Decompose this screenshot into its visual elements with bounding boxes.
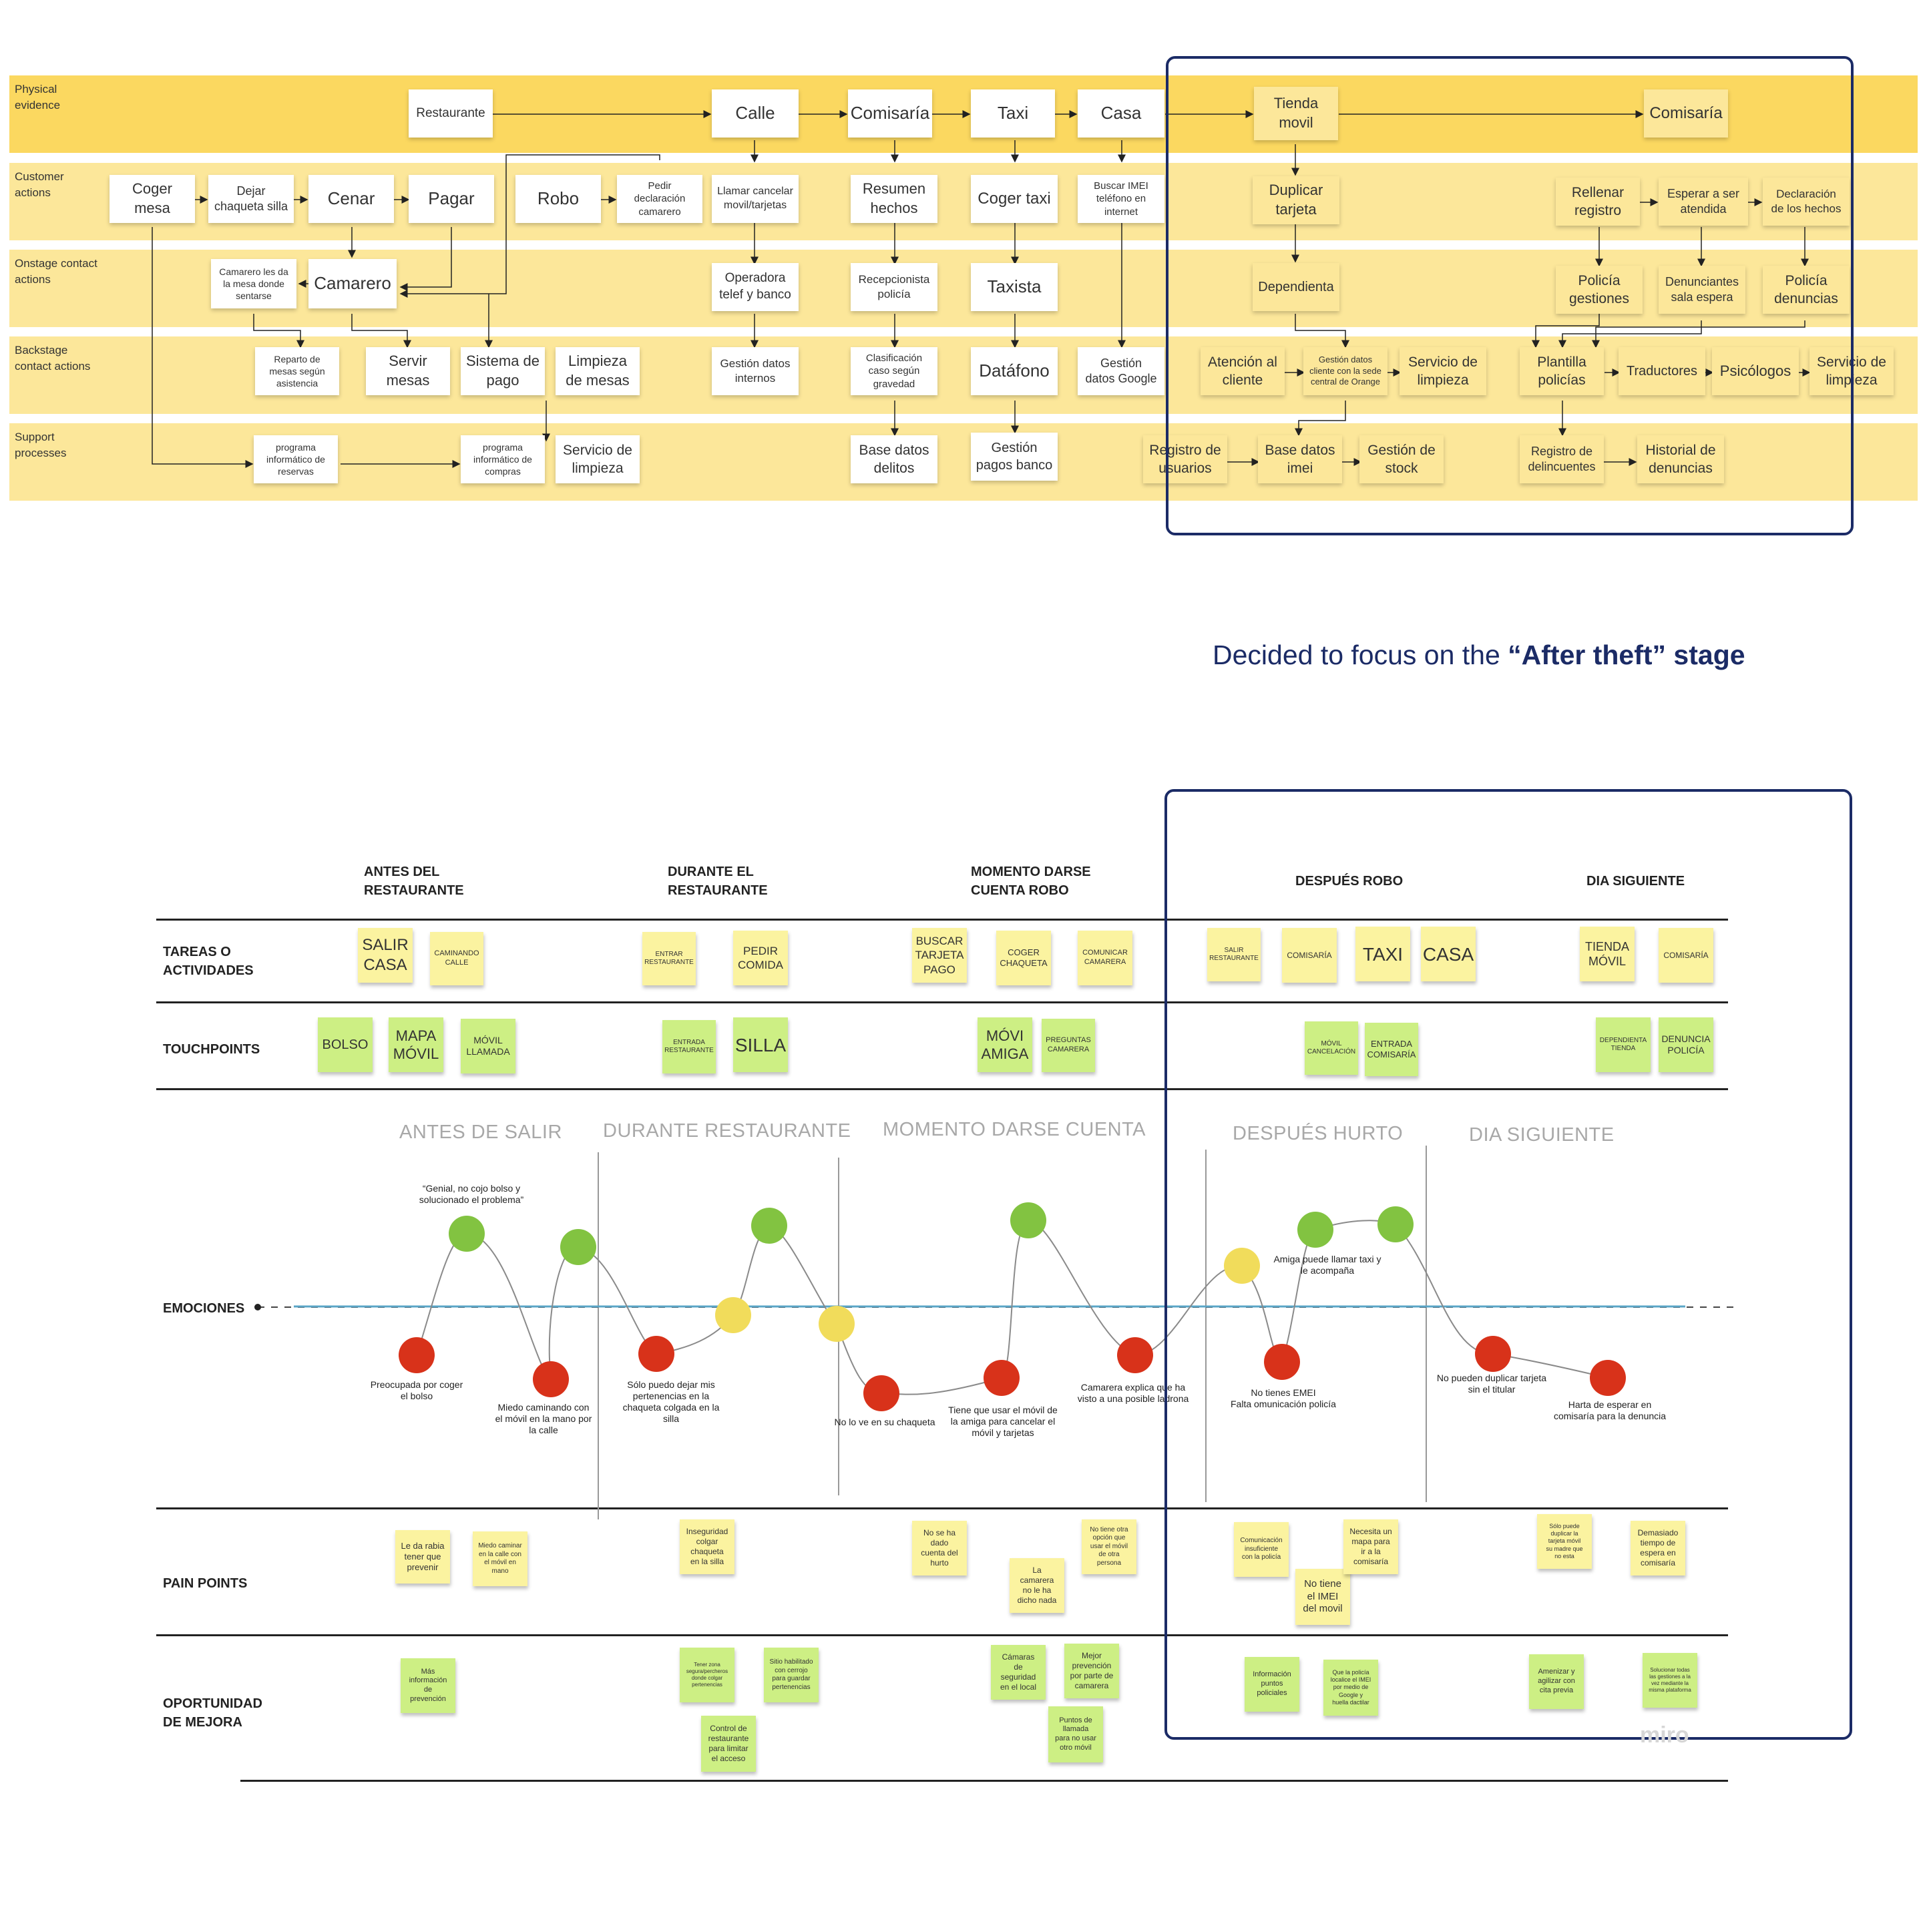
row-tareas: TAREAS O ACTIVIDADES bbox=[163, 945, 254, 978]
row-pain-points: PAIN POINTS bbox=[163, 1576, 248, 1591]
card-customer-resumen-hechos: Resumen hechos bbox=[851, 175, 937, 223]
opportunity-note: Cámaras de seguridad en el local bbox=[991, 1645, 1046, 1700]
pain-point-note: Inseguridad colgar chaqueta en la silla bbox=[680, 1519, 734, 1574]
lane-label: Onstage contact actions bbox=[15, 257, 97, 286]
touchpoint-note: PREGUNTAS CAMARERA bbox=[1042, 1019, 1095, 1072]
card-physical-comisaria-2: Comisaría bbox=[1644, 89, 1728, 138]
card-onstage-recepcionista: Recepcionista policía bbox=[851, 263, 937, 311]
card-backstage-reparto-mesas: Reparto de mesas según asistencia bbox=[255, 347, 339, 395]
card-backstage-limpieza-mesas: Limpieza de mesas bbox=[556, 347, 640, 395]
card-backstage-servicio-limpieza: Servicio de limpieza bbox=[1400, 347, 1486, 395]
emotion-dot-neutral bbox=[819, 1306, 855, 1342]
emotion-dot-negative bbox=[399, 1337, 435, 1373]
card-physical-comisaria: Comisaría bbox=[848, 89, 932, 138]
task-note: TIENDA MÓVIL bbox=[1580, 927, 1635, 981]
card-support-base-datos-delitos: Base datos delitos bbox=[851, 435, 937, 483]
opportunity-note: Mejor prevención por parte de camarera bbox=[1064, 1644, 1119, 1698]
emotion-dot-negative bbox=[863, 1375, 899, 1411]
emotion-label: No tienes EMEI Falta omunicación policía bbox=[1231, 1387, 1336, 1409]
column-despues-robo: DESPUÉS ROBO bbox=[1295, 874, 1404, 889]
stage-despues-hurto: DESPUÉS HURTO bbox=[1233, 1123, 1404, 1144]
card-backstage-servir-mesas: Servir mesas bbox=[366, 347, 450, 395]
emotion-dot-negative bbox=[638, 1336, 674, 1372]
opportunity-note: Que la policía localice el IMEI por medio de Google y huella dactilar bbox=[1323, 1660, 1378, 1716]
column-dia-siguiente: DIA SIGUIENTE bbox=[1586, 874, 1685, 889]
card-backstage-plantilla-policias: Plantilla policías bbox=[1520, 347, 1604, 395]
touchpoint-note: SILLA bbox=[733, 1017, 788, 1072]
card-support-servicio-limpieza: Servicio de limpieza bbox=[556, 435, 640, 483]
lane-label: Physical evidence bbox=[15, 83, 61, 111]
lane-label: Customer actions bbox=[15, 170, 64, 199]
card-customer-coger-mesa: Coger mesa bbox=[110, 175, 195, 223]
lane-label: Support processes bbox=[15, 431, 67, 459]
card-onstage-taxista: Taxista bbox=[971, 263, 1058, 311]
card-backstage-datos-orange: Gestión datos cliente con la sede central de Orange bbox=[1303, 347, 1387, 395]
card-onstage-camarero-mesa: Camarero les da la mesa donde sentarse bbox=[211, 259, 296, 308]
pain-point-note: La camarera no le ha dicho nada bbox=[1010, 1558, 1064, 1613]
card-onstage-operadora: Operadora telef y banco bbox=[712, 263, 799, 311]
pain-point-note: No se ha dado cuenta del hurto bbox=[912, 1521, 967, 1576]
card-physical-restaurante: Restaurante bbox=[409, 89, 493, 138]
card-backstage-sistema-pago: Sistema de pago bbox=[461, 347, 545, 395]
opportunity-note: Amenizar y agilizar con cita previa bbox=[1529, 1654, 1584, 1709]
card-physical-casa: Casa bbox=[1078, 89, 1164, 138]
card-support-registro-usuarios: Registro de usuarios bbox=[1143, 435, 1227, 483]
emotion-dot-neutral bbox=[715, 1297, 751, 1333]
opportunity-note: Información puntos policiales bbox=[1245, 1657, 1299, 1712]
emotion-label: Camarera explica que ha visto a una posible ladrona bbox=[1077, 1382, 1189, 1404]
opportunity-note: Puntos de llamada para no usar otro móvil bbox=[1048, 1706, 1103, 1762]
emotion-dot-positive bbox=[751, 1208, 787, 1244]
card-customer-pagar: Pagar bbox=[409, 175, 494, 223]
card-physical-taxi: Taxi bbox=[971, 89, 1055, 138]
emotion-label: Harta de esperar en comisaría para la denuncia bbox=[1553, 1399, 1667, 1421]
emotion-dot-negative bbox=[984, 1360, 1020, 1396]
task-note: COMISARÍA bbox=[1282, 928, 1337, 983]
emotion-label: “Genial, no cojo bolso y solucionado el problema” bbox=[419, 1183, 524, 1205]
task-note: COMUNICAR CAMARERA bbox=[1078, 931, 1132, 985]
row-emociones: EMOCIONES bbox=[163, 1301, 245, 1316]
card-onstage-policia-denuncias: Policía denuncias bbox=[1763, 266, 1850, 314]
task-note: COMISARÍA bbox=[1659, 928, 1713, 983]
task-note: CAMINANDO CALLE bbox=[430, 932, 483, 985]
card-customer-buscar-imei: Buscar IMEI teléfono en internet bbox=[1078, 175, 1164, 223]
task-note: PEDIR COMIDA bbox=[733, 931, 788, 985]
caption-bold: “After theft” stage bbox=[1508, 640, 1745, 670]
task-note: SALIR CASA bbox=[358, 928, 413, 983]
card-physical-tienda-movil: Tienda movil bbox=[1254, 87, 1338, 140]
card-support-historial-denuncias: Historial de denuncias bbox=[1637, 435, 1724, 483]
emotion-label: No lo ve en su chaqueta bbox=[834, 1417, 935, 1427]
touchpoint-note: MÓVIL CANCELACIÓN bbox=[1305, 1021, 1358, 1075]
lane-label: Backstage contact actions bbox=[15, 344, 91, 373]
card-customer-cenar: Cenar bbox=[308, 175, 394, 223]
column-momento-robo: MOMENTO DARSE CUENTA ROBO bbox=[971, 865, 1091, 898]
opportunity-note: Más información de prevención bbox=[401, 1658, 455, 1713]
task-note: ENTRAR RESTAURANTE bbox=[642, 932, 696, 985]
emotion-dot-positive bbox=[560, 1229, 596, 1265]
row-touchpoints: TOUCHPOINTS bbox=[163, 1042, 260, 1057]
emotion-label: Sólo puedo dejar mis pertenencias en la chaqueta colgada en la silla bbox=[622, 1379, 720, 1424]
card-customer-rellenar-registro: Rellenar registro bbox=[1556, 178, 1640, 226]
card-support-base-datos-imei: Base datos imei bbox=[1258, 435, 1342, 483]
emotion-dot-positive bbox=[449, 1216, 485, 1252]
touchpoint-note: BOLSO bbox=[318, 1017, 373, 1072]
card-backstage-clasificacion: Clasificación caso según gravedad bbox=[851, 347, 937, 395]
card-backstage-datos-google: Gestión datos Google bbox=[1078, 347, 1164, 395]
emotion-label: Miedo caminando con el móvil en la mano por la calle bbox=[495, 1402, 592, 1435]
touchpoint-note: MÓVI AMIGA bbox=[978, 1017, 1032, 1072]
emotion-dot-positive bbox=[1010, 1202, 1046, 1238]
card-customer-coger-taxi: Coger taxi bbox=[971, 175, 1058, 223]
card-backstage-gestion-datos: Gestión datos internos bbox=[712, 347, 799, 395]
emotion-label: No pueden duplicar tarjeta sin el titular bbox=[1436, 1373, 1547, 1395]
card-backstage-atencion-cliente: Atención al cliente bbox=[1201, 347, 1285, 395]
pain-point-note: No tiene el IMEI del movil bbox=[1295, 1569, 1350, 1625]
card-backstage-traductores: Traductores bbox=[1619, 347, 1705, 395]
pain-point-note: Sólo puede duplicar la tarjeta móvil su madre que no esta bbox=[1537, 1514, 1592, 1569]
stage-dia-siguiente: DIA SIGUIENTE bbox=[1469, 1124, 1615, 1146]
card-onstage-denunciantes: Denunciantes sala espera bbox=[1659, 266, 1745, 314]
card-support-registro-delincuentes: Registro de delincuentes bbox=[1520, 435, 1604, 483]
opportunity-note: Sitio habilitado con cerrojo para guardar pertenencias bbox=[764, 1648, 819, 1702]
opportunity-note: Tener zona segura/percheros donde colgar pertenencias bbox=[680, 1648, 734, 1702]
focus-box-journey bbox=[1164, 789, 1852, 1740]
caption-prefix: Decided to focus on the bbox=[1213, 640, 1508, 670]
emotion-label: Tiene que usar el móvil de la amiga para cancelar el móvil y tarjetas bbox=[948, 1405, 1058, 1438]
touchpoint-note: ENTRADA COMISARÍA bbox=[1365, 1023, 1418, 1076]
emotion-label: Preocupada por coger el bolso bbox=[370, 1379, 463, 1401]
pain-point-note: Necesita un mapa para ir a la comisaría bbox=[1343, 1519, 1398, 1574]
card-physical-calle: Calle bbox=[712, 89, 799, 138]
column-durante-restaurante: DURANTE EL RESTAURANTE bbox=[668, 865, 768, 898]
card-customer-dejar-chaqueta: Dejar chaqueta silla bbox=[208, 175, 294, 223]
touchpoint-note: ENTRADA RESTAURANTE bbox=[662, 1020, 716, 1073]
card-support-gestion-pagos: Gestión pagos banco bbox=[971, 433, 1058, 481]
touchpoint-note: DEPENDIENTA TIENDA bbox=[1596, 1017, 1651, 1072]
card-customer-esperar-atendida: Esperar a ser atendida bbox=[1659, 178, 1748, 226]
stage-antes-salir: ANTES DE SALIR bbox=[399, 1122, 562, 1143]
card-onstage-policia-gestiones: Policía gestiones bbox=[1556, 266, 1643, 314]
card-customer-llamar-cancelar: Llamar cancelar movil/tarjetas bbox=[712, 175, 799, 223]
card-backstage-datafono: Datáfono bbox=[971, 347, 1058, 395]
emotion-dot-negative bbox=[1117, 1337, 1153, 1373]
opportunity-note: Control de restaurante para limitar el acceso bbox=[701, 1716, 756, 1772]
touchpoint-note: MÓVIL LLAMADA bbox=[461, 1019, 515, 1073]
stage-durante-restaurante: DURANTE RESTAURANTE bbox=[603, 1120, 851, 1142]
card-backstage-psicologos: Psicólogos bbox=[1712, 347, 1799, 395]
pain-point-note: Le da rabia tener que prevenir bbox=[395, 1530, 450, 1584]
card-backstage-servicio-limpieza-2: Servicio de limpieza bbox=[1809, 347, 1894, 395]
task-note: COGER CHAQUETA bbox=[996, 931, 1051, 985]
card-customer-declaracion-hechos: Declaración de los hechos bbox=[1763, 178, 1850, 226]
task-note: SALIR RESTAURANTE bbox=[1207, 928, 1261, 981]
task-note: TAXI bbox=[1355, 927, 1410, 981]
opportunity-note: Solucionar todas las gestiones a la vez mediante la misma plataforma bbox=[1643, 1653, 1697, 1708]
column-antes-restaurante: ANTES DEL RESTAURANTE bbox=[364, 865, 464, 898]
emotion-dot-negative bbox=[533, 1361, 569, 1397]
row-oportunidad: OPORTUNIDAD DE MEJORA bbox=[163, 1696, 262, 1730]
card-customer-pedir-declaracion: Pedir declaración camarero bbox=[617, 175, 702, 223]
pain-point-note: No tiene otra opción que usar el móvil de otra persona bbox=[1082, 1519, 1136, 1574]
touchpoint-note: DENUNCIA POLICÍA bbox=[1659, 1017, 1713, 1072]
card-customer-duplicar-tarjeta: Duplicar tarjeta bbox=[1253, 176, 1339, 224]
card-onstage-camarero: Camarero bbox=[308, 259, 397, 308]
touchpoint-note: MAPA MÓVIL bbox=[389, 1017, 443, 1072]
task-note: BUSCAR TARJETA PAGO bbox=[912, 928, 967, 983]
miro-watermark: miro bbox=[1640, 1722, 1689, 1748]
card-support-gestion-stock: Gestión de stock bbox=[1359, 435, 1444, 483]
emotion-label: Amiga puede llamar taxi y le acompaña bbox=[1273, 1254, 1381, 1276]
pain-point-note: Comunicación insuficiente con la policía bbox=[1234, 1522, 1289, 1577]
card-onstage-dependienta: Dependienta bbox=[1253, 263, 1339, 311]
pain-point-note: Miedo caminar en la calle con el móvil en mano bbox=[473, 1531, 527, 1586]
stage-momento-darse-cuenta: MOMENTO DARSE CUENTA bbox=[883, 1119, 1146, 1140]
card-support-programa-compras: programa informático de compras bbox=[461, 435, 545, 483]
card-support-programa-reservas: programa informático de reservas bbox=[254, 435, 338, 483]
card-customer-robo: Robo bbox=[515, 175, 601, 223]
task-note: CASA bbox=[1421, 927, 1476, 981]
pain-point-note: Demasiado tiempo de espera en comisaría bbox=[1631, 1521, 1685, 1576]
